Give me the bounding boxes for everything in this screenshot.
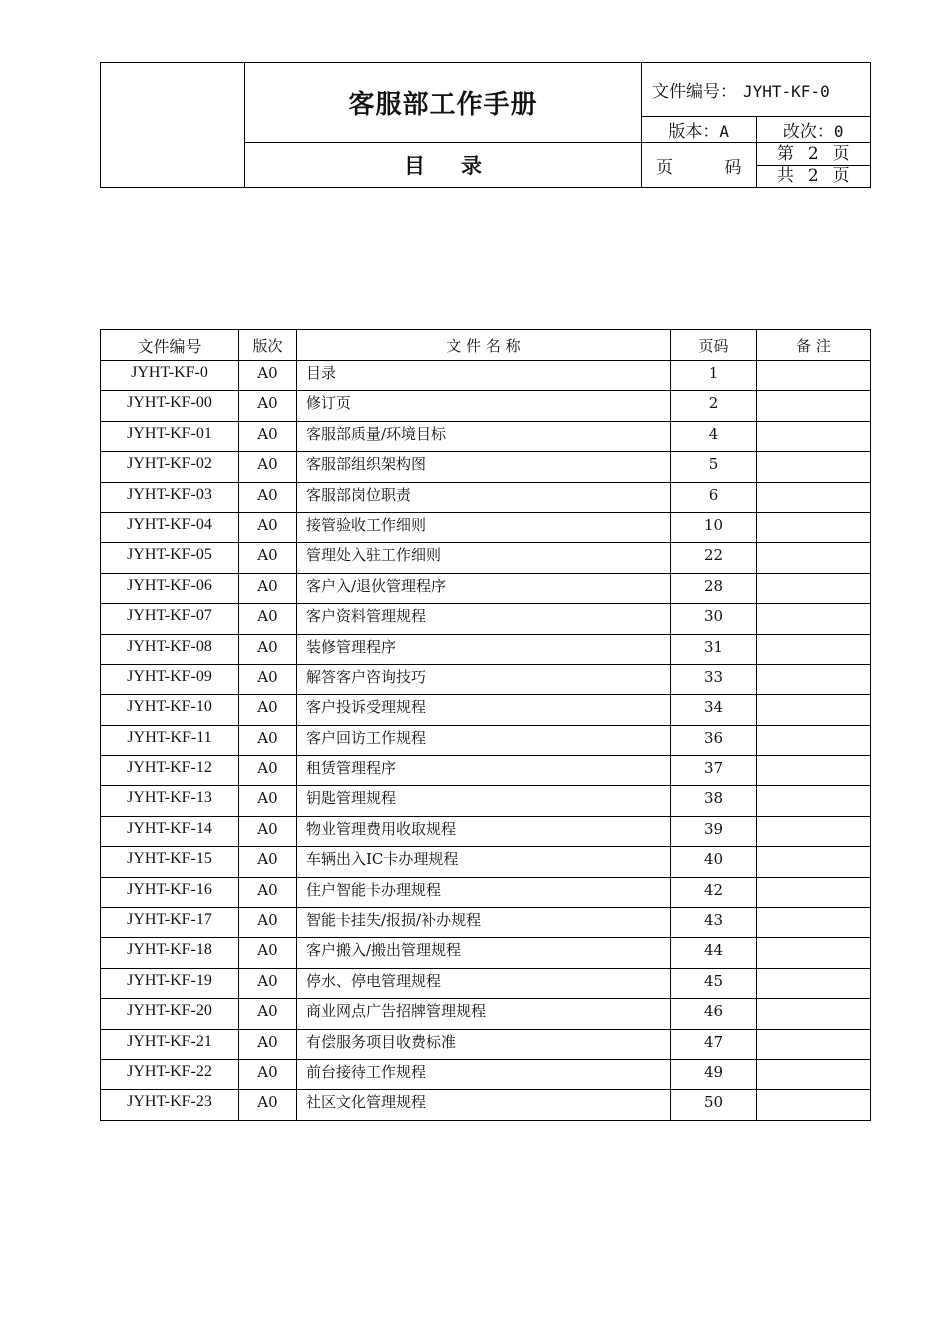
- table-row: [101, 999, 871, 1029]
- table-row: [101, 452, 871, 482]
- toc-code: JYHT-KF-19: [101, 968, 239, 998]
- table-row: [101, 543, 871, 573]
- toc-version: A0: [239, 968, 297, 998]
- toc-version: A0: [239, 634, 297, 664]
- toc-code: JYHT-KF-12: [101, 756, 239, 786]
- toc-note: [757, 908, 871, 938]
- toc-page: 36: [671, 725, 757, 755]
- toc-version: A0: [239, 938, 297, 968]
- toc-name: 前台接待工作规程: [297, 1059, 671, 1089]
- page-total: [757, 166, 871, 187]
- page-current-prefix: 第: [776, 144, 794, 164]
- table-row: [101, 1059, 871, 1089]
- toc-version: A0: [239, 664, 297, 694]
- doc-number-label: 文件编号：: [652, 82, 737, 102]
- toc-code: JYHT-KF-05: [101, 543, 239, 573]
- table-row: [101, 512, 871, 542]
- table-row: [101, 604, 871, 634]
- toc-version: A0: [239, 1029, 297, 1059]
- toc-page: 2: [671, 391, 757, 421]
- toc-code: JYHT-KF-10: [101, 695, 239, 725]
- page-current-value: 2: [807, 144, 819, 164]
- toc-page: 10: [671, 512, 757, 542]
- toc-note: [757, 482, 871, 512]
- toc-note: [757, 756, 871, 786]
- toc-code: JYHT-KF-04: [101, 512, 239, 542]
- toc-name: 客户回访工作规程: [297, 725, 671, 755]
- page-label-char: 码: [724, 157, 742, 178]
- page-total-suffix: 页: [832, 166, 850, 186]
- toc-note: [757, 664, 871, 694]
- toc-code: JYHT-KF-11: [101, 725, 239, 755]
- toc-name: 有偿服务项目收费标准: [297, 1029, 671, 1059]
- toc-name: 客服部质量/环境目标: [297, 421, 671, 451]
- toc-note: [757, 1029, 871, 1059]
- toc-page: 34: [671, 695, 757, 725]
- toc-code: JYHT-KF-07: [101, 604, 239, 634]
- revision-value: 0: [833, 122, 844, 141]
- toc-note: [757, 1090, 871, 1120]
- table-row: [101, 421, 871, 451]
- table-row: [101, 1029, 871, 1059]
- col-header-name: 文 件 名 称: [297, 330, 671, 361]
- toc-code: JYHT-KF-20: [101, 999, 239, 1029]
- toc-version: A0: [239, 756, 297, 786]
- manual-title: 客服部工作手册: [245, 63, 642, 143]
- toc-version: A0: [239, 573, 297, 603]
- toc-code: JYHT-KF-09: [101, 664, 239, 694]
- table-row: [101, 786, 871, 816]
- document-header: [100, 62, 871, 188]
- toc-name: 客户投诉受理规程: [297, 695, 671, 725]
- page-label: [642, 143, 757, 188]
- page-total-value: 2: [807, 166, 819, 186]
- toc-code: JYHT-KF-01: [101, 421, 239, 451]
- toc-name: 客服部岗位职责: [297, 482, 671, 512]
- table-row: [101, 816, 871, 846]
- toc-version: A0: [239, 1059, 297, 1089]
- toc-name: 客户资料管理规程: [297, 604, 671, 634]
- toc-name: 商业网点广告招牌管理规程: [297, 999, 671, 1029]
- toc-note: [757, 695, 871, 725]
- section-title: [245, 143, 642, 188]
- page-label-char: 页: [656, 157, 673, 178]
- toc-page: 37: [671, 756, 757, 786]
- toc-name: 修订页: [297, 391, 671, 421]
- table-row: [101, 391, 871, 421]
- toc-page: 38: [671, 786, 757, 816]
- logo-cell: [101, 63, 245, 188]
- toc-name: 钥匙管理规程: [297, 786, 671, 816]
- toc-header-row: [101, 330, 871, 361]
- table-row: [101, 361, 871, 391]
- col-header-code: 文件编号: [101, 330, 239, 361]
- toc-page: 5: [671, 452, 757, 482]
- table-row: [101, 573, 871, 603]
- toc-code: JYHT-KF-14: [101, 816, 239, 846]
- toc-version: A0: [239, 999, 297, 1029]
- toc-note: [757, 938, 871, 968]
- toc-note: [757, 361, 871, 391]
- toc-page: 6: [671, 482, 757, 512]
- table-row: [101, 877, 871, 907]
- toc-note: [757, 968, 871, 998]
- toc-page: 49: [671, 1059, 757, 1089]
- toc-page: 1: [671, 361, 757, 391]
- toc-note: [757, 543, 871, 573]
- toc-note: [757, 421, 871, 451]
- toc-name: 客服部组织架构图: [297, 452, 671, 482]
- toc-page: 50: [671, 1090, 757, 1120]
- toc-page: 28: [671, 573, 757, 603]
- toc-note: [757, 999, 871, 1029]
- toc-code: JYHT-KF-21: [101, 1029, 239, 1059]
- toc-version: A0: [239, 908, 297, 938]
- toc-code: JYHT-KF-13: [101, 786, 239, 816]
- page-number: [756, 143, 871, 188]
- toc-name: 车辆出入IC卡办理规程: [297, 847, 671, 877]
- toc-page: 4: [671, 421, 757, 451]
- toc-version: A0: [239, 725, 297, 755]
- toc-name: 停水、停电管理规程: [297, 968, 671, 998]
- table-row: [101, 664, 871, 694]
- table-row: [101, 756, 871, 786]
- toc-code: JYHT-KF-16: [101, 877, 239, 907]
- toc-version: A0: [239, 695, 297, 725]
- toc-page: 39: [671, 816, 757, 846]
- toc-page: 31: [671, 634, 757, 664]
- toc-table: [100, 329, 871, 1121]
- revision: [756, 117, 871, 143]
- toc-note: [757, 452, 871, 482]
- toc-name: 客户搬入/搬出管理规程: [297, 938, 671, 968]
- toc-code: JYHT-KF-23: [101, 1090, 239, 1120]
- toc-page: 43: [671, 908, 757, 938]
- toc-name: 接管验收工作细则: [297, 512, 671, 542]
- toc-code: JYHT-KF-00: [101, 391, 239, 421]
- version-label: 版本：: [668, 122, 720, 142]
- toc-code: JYHT-KF-06: [101, 573, 239, 603]
- toc-body: [101, 361, 871, 1121]
- toc-code: JYHT-KF-02: [101, 452, 239, 482]
- toc-name: 住户智能卡办理规程: [297, 877, 671, 907]
- toc-version: A0: [239, 847, 297, 877]
- toc-page: 22: [671, 543, 757, 573]
- revision-label: 改次：: [782, 122, 834, 142]
- table-row: [101, 968, 871, 998]
- toc-name: 装修管理程序: [297, 634, 671, 664]
- page-current: [757, 143, 871, 166]
- table-row: [101, 847, 871, 877]
- toc-version: A0: [239, 877, 297, 907]
- page-total-prefix: 共: [776, 166, 794, 186]
- toc-code: JYHT-KF-03: [101, 482, 239, 512]
- toc-version: A0: [239, 512, 297, 542]
- toc-note: [757, 1059, 871, 1089]
- toc-name: 目录: [297, 361, 671, 391]
- toc-name: 智能卡挂失/报损/补办规程: [297, 908, 671, 938]
- toc-page: 42: [671, 877, 757, 907]
- section-title-char: 目: [404, 154, 425, 178]
- doc-number: [642, 63, 871, 117]
- toc-note: [757, 816, 871, 846]
- toc-page: 46: [671, 999, 757, 1029]
- toc-version: A0: [239, 361, 297, 391]
- toc-name: 客户入/退伙管理程序: [297, 573, 671, 603]
- toc-note: [757, 725, 871, 755]
- toc-version: A0: [239, 786, 297, 816]
- toc-code: JYHT-KF-18: [101, 938, 239, 968]
- toc-version: A0: [239, 421, 297, 451]
- toc-version: A0: [239, 543, 297, 573]
- page-current-suffix: 页: [832, 144, 850, 164]
- toc-version: A0: [239, 816, 297, 846]
- toc-version: A0: [239, 604, 297, 634]
- table-row: [101, 908, 871, 938]
- toc-note: [757, 877, 871, 907]
- table-row: [101, 1090, 871, 1120]
- toc-code: JYHT-KF-0: [101, 361, 239, 391]
- toc-note: [757, 634, 871, 664]
- section-title-char: 录: [461, 154, 482, 178]
- toc-version: A0: [239, 391, 297, 421]
- toc-code: JYHT-KF-17: [101, 908, 239, 938]
- toc-note: [757, 604, 871, 634]
- toc-version: A0: [239, 452, 297, 482]
- table-row: [101, 725, 871, 755]
- toc-note: [757, 573, 871, 603]
- toc-code: JYHT-KF-22: [101, 1059, 239, 1089]
- toc-name: 管理处入驻工作细则: [297, 543, 671, 573]
- toc-note: [757, 786, 871, 816]
- toc-page: 33: [671, 664, 757, 694]
- toc-page: 44: [671, 938, 757, 968]
- table-row: [101, 634, 871, 664]
- col-header-page: 页码: [671, 330, 757, 361]
- toc-name: 社区文化管理规程: [297, 1090, 671, 1120]
- toc-note: [757, 512, 871, 542]
- toc-name: 物业管理费用收取规程: [297, 816, 671, 846]
- toc-name: 解答客户咨询技巧: [297, 664, 671, 694]
- doc-number-value: JYHT-KF-0: [743, 82, 830, 101]
- toc-code: JYHT-KF-08: [101, 634, 239, 664]
- version: [642, 117, 757, 143]
- toc-page: 45: [671, 968, 757, 998]
- toc-page: 30: [671, 604, 757, 634]
- table-row: [101, 695, 871, 725]
- toc-note: [757, 391, 871, 421]
- toc-version: A0: [239, 1090, 297, 1120]
- table-row: [101, 482, 871, 512]
- toc-page: 47: [671, 1029, 757, 1059]
- version-value: A: [719, 122, 730, 141]
- toc-page: 40: [671, 847, 757, 877]
- toc-note: [757, 847, 871, 877]
- col-header-note: 备 注: [757, 330, 871, 361]
- toc-code: JYHT-KF-15: [101, 847, 239, 877]
- toc-version: A0: [239, 482, 297, 512]
- table-row: [101, 938, 871, 968]
- toc-name: 租赁管理程序: [297, 756, 671, 786]
- col-header-version: 版次: [239, 330, 297, 361]
